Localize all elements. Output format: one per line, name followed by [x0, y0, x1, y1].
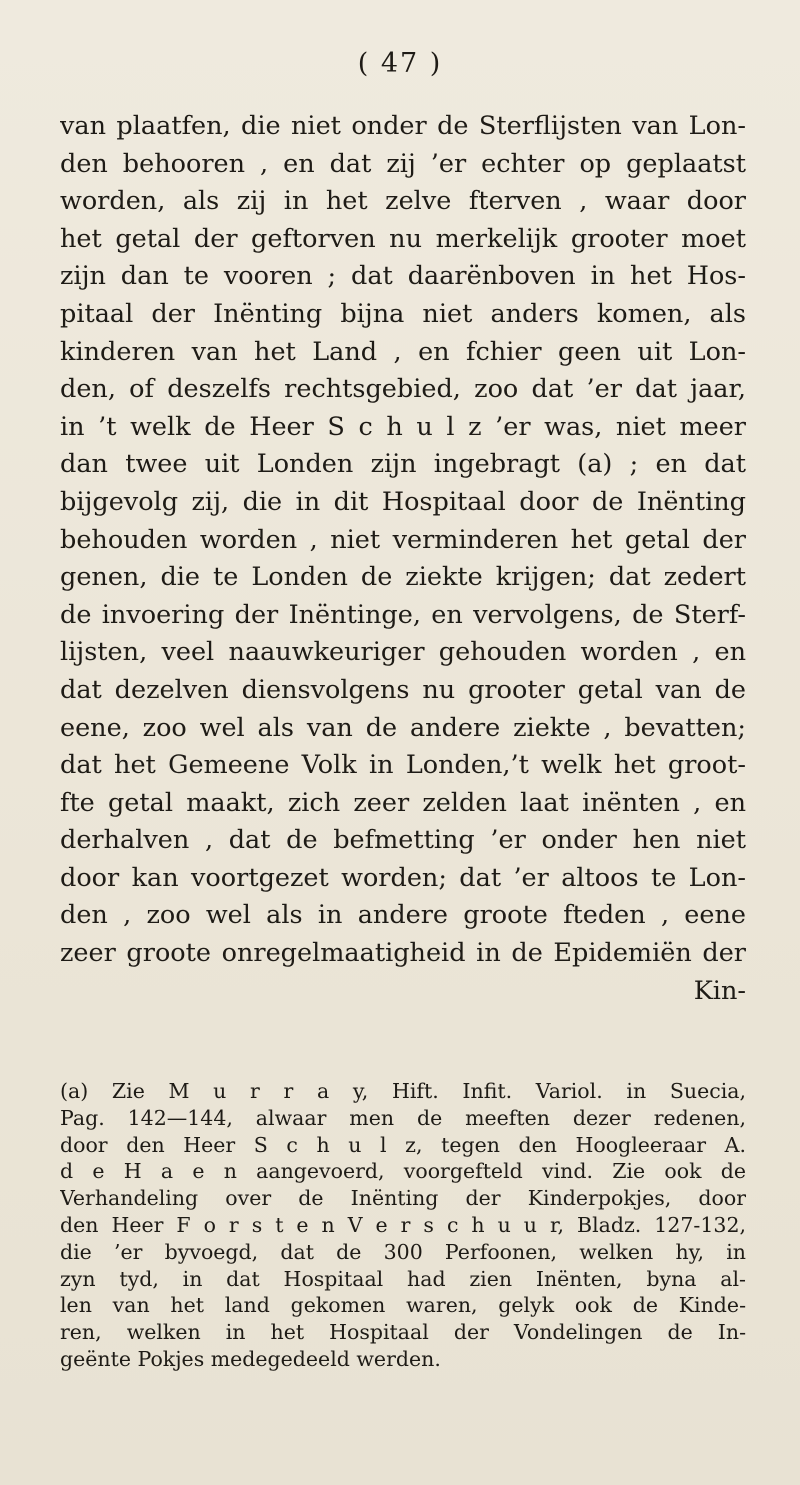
text-line: fte getal maakt, zich zeer zelden laat inënten , en: [60, 787, 746, 818]
text-line: pitaal der Inënting bijna niet anders komen, als: [60, 298, 746, 329]
footnote-line: len van het land gekomen waren, gelyk ook de Kinde-: [60, 1293, 746, 1318]
text-line: genen, die te Londen de ziekte krijgen; dat zedert: [60, 562, 746, 593]
text-line: van plaatfen, die niet onder de Sterflijsten van Lon-: [60, 111, 746, 141]
text-line: den , zoo wel als in andere groote fteden , eene: [60, 900, 746, 931]
text-line: het getal der geftorven nu merkelijk grooter moet: [60, 223, 746, 254]
page-number: ( 47 ): [357, 48, 443, 79]
text-line: kinderen van het Land , en fchier geen uit Lon-: [60, 336, 746, 367]
text-line: behouden worden , niet verminderen het getal der: [60, 524, 746, 555]
text-line: dat het Gemeene Volk in Londen,’t welk het groot-: [60, 750, 746, 781]
text-line: derhalven , dat de befmetting ’er onder hen niet: [60, 825, 746, 856]
main-text-block: [60, 108, 746, 1010]
footnote-line: Pag. 142—144, alwaar men de meeften dezer redenen,: [60, 1105, 746, 1130]
footnote-line: Verhandeling over de Inënting der Kinderpokjes, door: [60, 1186, 746, 1211]
text-line: den behooren , en dat zij ’er echter op geplaatst: [60, 148, 746, 179]
footnote-line: d e H a e n aangevoerd, voorgefteld vind. Zie ook de: [60, 1159, 746, 1184]
text-line: worden, als zij in het zelve fterven , waar door: [60, 186, 746, 217]
footnote-line: die ’er byvoegd, dat de 300 Perfoonen, welken hy, in: [60, 1239, 746, 1264]
footnote-line: (a) Zie M u r r a y, Hift. Infit. Variol. in Suecia,: [60, 1079, 746, 1103]
text-line: dat dezelven diensvolgens nu grooter getal van de: [60, 674, 746, 705]
footnote-line: geënte Pokjes medegedeeld werden.: [60, 1346, 441, 1371]
text-line: eene, zoo wel als van de andere ziekte , bevatten;: [60, 712, 746, 743]
text-line: zijn dan te vooren ; dat daarënboven in het Hos-: [60, 261, 746, 292]
text-line: in ’t welk de Heer S c h u l z ’er was, niet meer: [60, 411, 746, 442]
footnote-line: door den Heer S c h u l z, tegen den Hoogleeraar A.: [60, 1132, 746, 1157]
footnote-line: zyn tyd, in dat Hospitaal had zien Inënten, byna al-: [60, 1266, 746, 1291]
text-line: de invoering der Inëntinge, en vervolgens, de Sterf-: [60, 599, 746, 630]
footnote-line: den Heer F o r s t e n V e r s c h u u r, Bladz. 127-132,: [60, 1212, 746, 1237]
text-line: lijsten, veel naauwkeuriger gehouden worden , en: [60, 637, 746, 668]
text-line: den, of deszelfs rechtsgebied, zoo dat ’er dat jaar,: [60, 374, 746, 405]
catchword: Kin-: [693, 975, 746, 1006]
text-line: door kan voortgezet worden; dat ’er altoos te Lon-: [60, 862, 746, 893]
footnote-line: ren, welken in het Hospitaal der Vondelingen de In-: [60, 1320, 746, 1345]
text-line: dan twee uit Londen zijn ingebragt (a) ; en dat: [60, 449, 746, 480]
text-line: zeer groote onregelmaatigheid in de Epidemiën der: [60, 938, 746, 969]
footnote-block: [60, 1078, 746, 1373]
text-line: bijgevolg zij, die in dit Hospitaal door de Inënting: [60, 486, 746, 517]
